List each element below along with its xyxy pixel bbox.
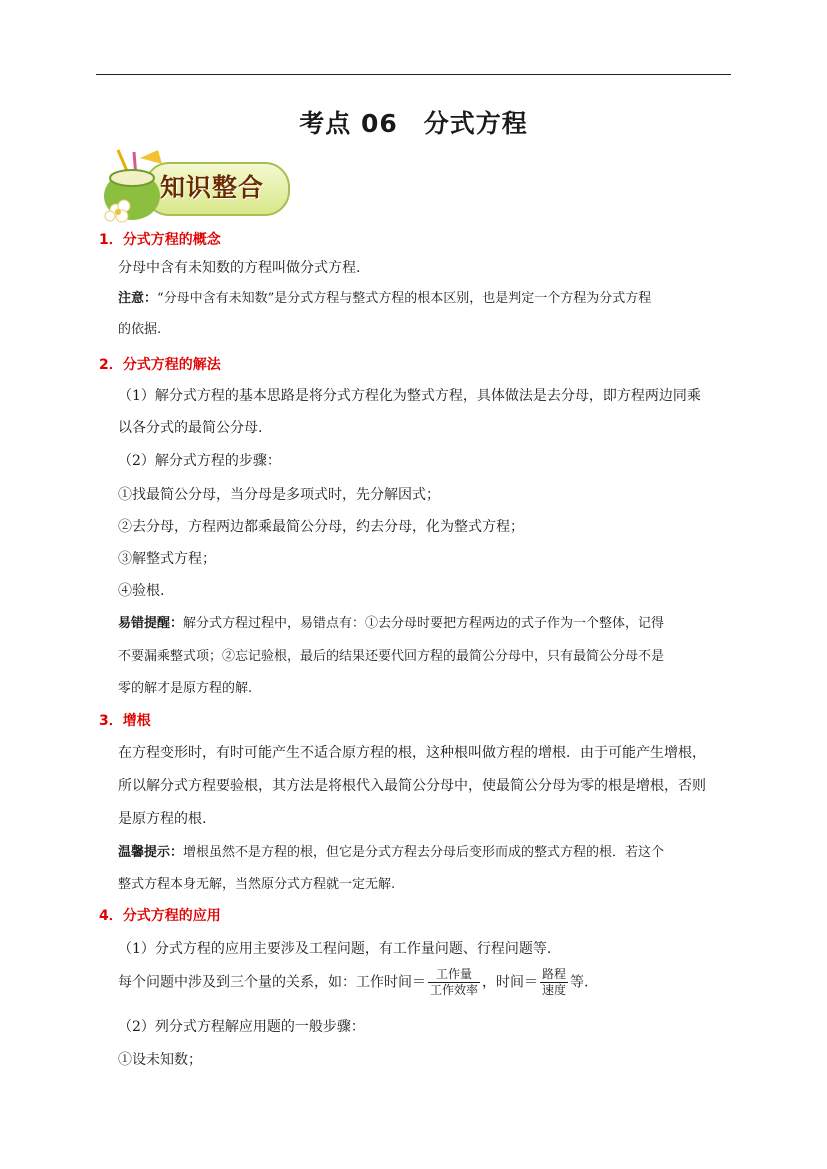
work-time-fraction <box>428 967 480 998</box>
section-heading: 3．增根 <box>99 713 151 729</box>
section-heading: 1．分式方程的概念 <box>99 232 221 248</box>
time-fraction <box>540 967 568 998</box>
step-item: ①找最简公分母，当分母是多项式时，先分解因式； <box>118 487 440 503</box>
body-text: 是原方程的根. <box>118 811 207 827</box>
note-text: 零的解才是原方程的解. <box>118 681 253 696</box>
fraction-numerator: 工作量 <box>428 967 480 983</box>
body-text: （2）解分式方程的步骤： <box>118 453 281 469</box>
note-line <box>118 289 651 309</box>
body-text: 在方程变形时，有时可能产生不适合原方程的根，这种根叫做方程的增根．由于可能产生增根， <box>118 745 706 761</box>
note-text: “分母中含有未知数”是分式方程与整式方程的根本区别，也是判定一个方程为分式方程 <box>157 291 652 306</box>
note-text: 解分式方程过程中，易错点有：①去分母时要把方程两边的式子作为一个整体，记得 <box>183 616 665 631</box>
step-item: ①设未知数； <box>118 1052 202 1068</box>
section-heading: 2．分式方程的解法 <box>99 357 221 373</box>
note-line <box>118 614 664 634</box>
body-text: 以各分式的最简公分母. <box>118 420 263 436</box>
formula-text: 每个问题中涉及到三个量的关系，如：工作时间＝ <box>118 974 426 991</box>
formula-text: 等. <box>570 974 589 991</box>
body-text: （2）列分式方程解应用题的一般步骤： <box>118 1019 365 1035</box>
formula-text: ，时间＝ <box>482 974 539 991</box>
formula-line <box>118 967 588 998</box>
note-label: 温馨提示： <box>118 845 184 860</box>
header-rule <box>96 74 731 75</box>
knowledge-banner <box>100 148 290 224</box>
step-item: ④验根. <box>118 583 165 599</box>
note-label: 易错提醒： <box>118 616 184 631</box>
body-text: （1）分式方程的应用主要涉及工程问题，有工作量问题、行程问题等. <box>118 941 552 957</box>
note-text: 增根虽然不是方程的根，但它是分式方程去分母后变形而成的整式方程的根．若这个 <box>183 845 665 860</box>
note-text: 的依据. <box>118 322 162 337</box>
step-item: ②去分母，方程两边都乘最简公分母，约去分母，化为整式方程； <box>118 519 524 535</box>
note-label: 注意： <box>118 291 158 306</box>
fraction-numerator: 路程 <box>542 967 567 981</box>
fraction-denominator: 速度 <box>542 983 567 997</box>
page-title: 考点 06 分式方程 <box>299 109 528 138</box>
section-heading: 4．分式方程的应用 <box>99 908 221 924</box>
note-text: 不要漏乘整式项；②忘记验根，最后的结果还要代回方程的最简公分母中，只有最简公分母不是 <box>118 649 665 664</box>
note-text: 整式方程本身无解，当然原分式方程就一定无解. <box>118 877 396 892</box>
fraction-denominator: 工作效率 <box>430 983 479 997</box>
banner-label: 知识整合 <box>160 173 265 202</box>
step-item: ③解整式方程； <box>118 551 216 567</box>
body-text: 所以解分式方程要验根，其方法是将根代入最简公分母中，使最简公分母为零的根是增根，否则 <box>118 778 706 794</box>
note-line <box>118 843 664 863</box>
body-text: （1）解分式方程的基本思路是将分式方程化为整式方程，具体做法是去分母，即方程两边同乘 <box>118 388 701 404</box>
body-text: 分母中含有未知数的方程叫做分式方程. <box>118 260 361 276</box>
